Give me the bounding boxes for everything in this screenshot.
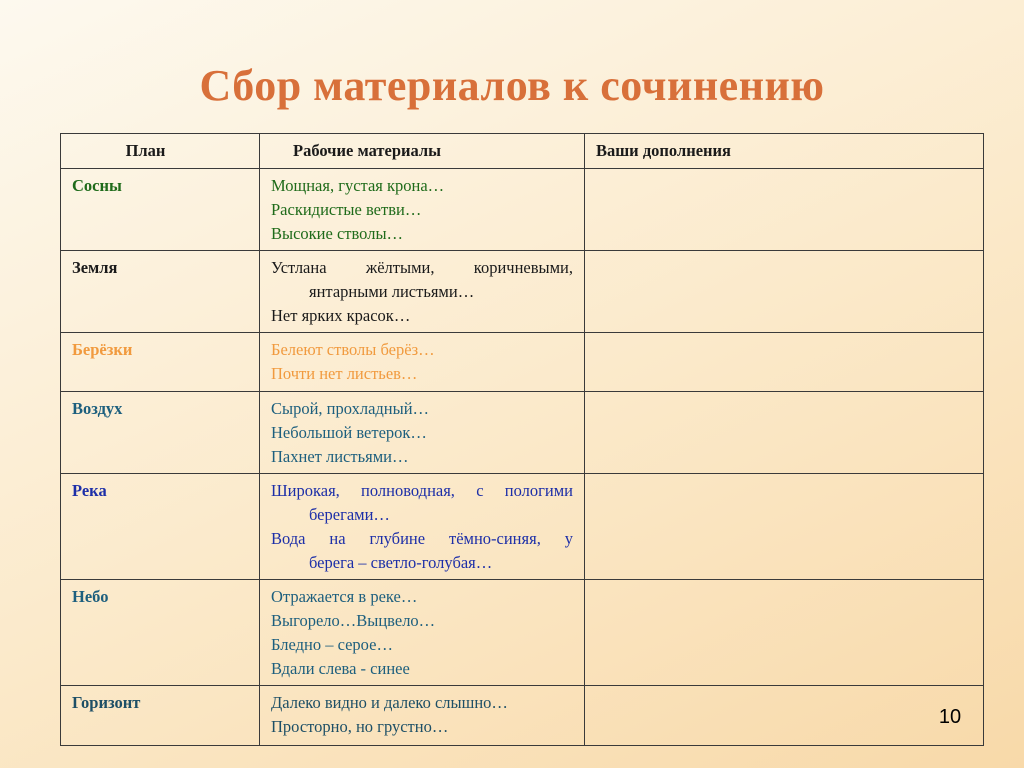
- working-materials-cell: [260, 169, 585, 251]
- additions-cell[interactable]: [585, 392, 984, 474]
- materials-table: [60, 133, 984, 746]
- plan-cell: Небо: [61, 580, 260, 686]
- material-line: берега – светло-голубая…: [309, 553, 493, 572]
- material-line: Нет ярких красок…: [271, 306, 411, 325]
- material-line: Почти нет листьев…: [271, 364, 418, 383]
- additions-cell[interactable]: [585, 333, 984, 392]
- material-line: Небольшой ветерок…: [271, 423, 427, 442]
- material-line: берегами…: [309, 505, 390, 524]
- additions-cell[interactable]: [585, 474, 984, 580]
- additions-cell[interactable]: [585, 251, 984, 333]
- material-line: Мощная, густая крона…: [271, 176, 445, 195]
- table-row: [61, 333, 984, 392]
- table-row: [61, 686, 984, 746]
- material-line: Высокие стволы…: [271, 224, 404, 243]
- material-line: Вдали слева - синее: [271, 659, 410, 678]
- table-row: [61, 580, 984, 686]
- table-row: [61, 251, 984, 333]
- working-materials-cell: [260, 580, 585, 686]
- material-line: Устлана жёлтыми, коричневыми,: [271, 258, 573, 277]
- material-line: Широкая, полноводная, с пологими: [271, 481, 573, 500]
- material-line: Бледно – серое…: [271, 635, 393, 654]
- table-header-row: [61, 134, 984, 169]
- plan-cell: Земля: [61, 251, 260, 333]
- table-row: [61, 392, 984, 474]
- material-line: Выгорело…Выцвело…: [271, 611, 436, 630]
- slide-title: Сбор материалов к сочинению: [199, 61, 825, 110]
- material-line: Просторно, но грустно…: [271, 717, 449, 736]
- plan-cell: Берёзки: [61, 333, 260, 392]
- table-row: [61, 474, 984, 580]
- material-line: Далеко видно и далеко слышно…: [271, 693, 508, 712]
- table-row: [61, 169, 984, 251]
- plan-cell: Сосны: [61, 169, 260, 251]
- working-materials-cell: [260, 251, 585, 333]
- additions-cell[interactable]: [585, 580, 984, 686]
- material-line: Сырой, прохладный…: [271, 399, 430, 418]
- additions-cell[interactable]: [585, 169, 984, 251]
- working-materials-cell: [260, 392, 585, 474]
- header-working-materials: Рабочие материалы: [260, 134, 585, 169]
- working-materials-cell: [260, 474, 585, 580]
- plan-cell: Река: [61, 474, 260, 580]
- material-line: Отражается в реке…: [271, 587, 418, 606]
- header-plan: План: [61, 134, 260, 169]
- page-number: 10: [938, 706, 962, 728]
- material-line: Раскидистые ветви…: [271, 200, 422, 219]
- working-materials-cell: [260, 333, 585, 392]
- plan-cell: Горизонт: [61, 686, 260, 746]
- header-your-additions: Ваши дополнения: [585, 134, 984, 169]
- material-line: янтарными листьями…: [309, 282, 475, 301]
- material-line: Вода на глубине тёмно-синяя, у: [271, 529, 573, 548]
- plan-cell: Воздух: [61, 392, 260, 474]
- working-materials-cell: [260, 686, 585, 746]
- material-line: Белеют стволы берёз…: [271, 340, 435, 359]
- material-line: Пахнет листьями…: [271, 447, 409, 466]
